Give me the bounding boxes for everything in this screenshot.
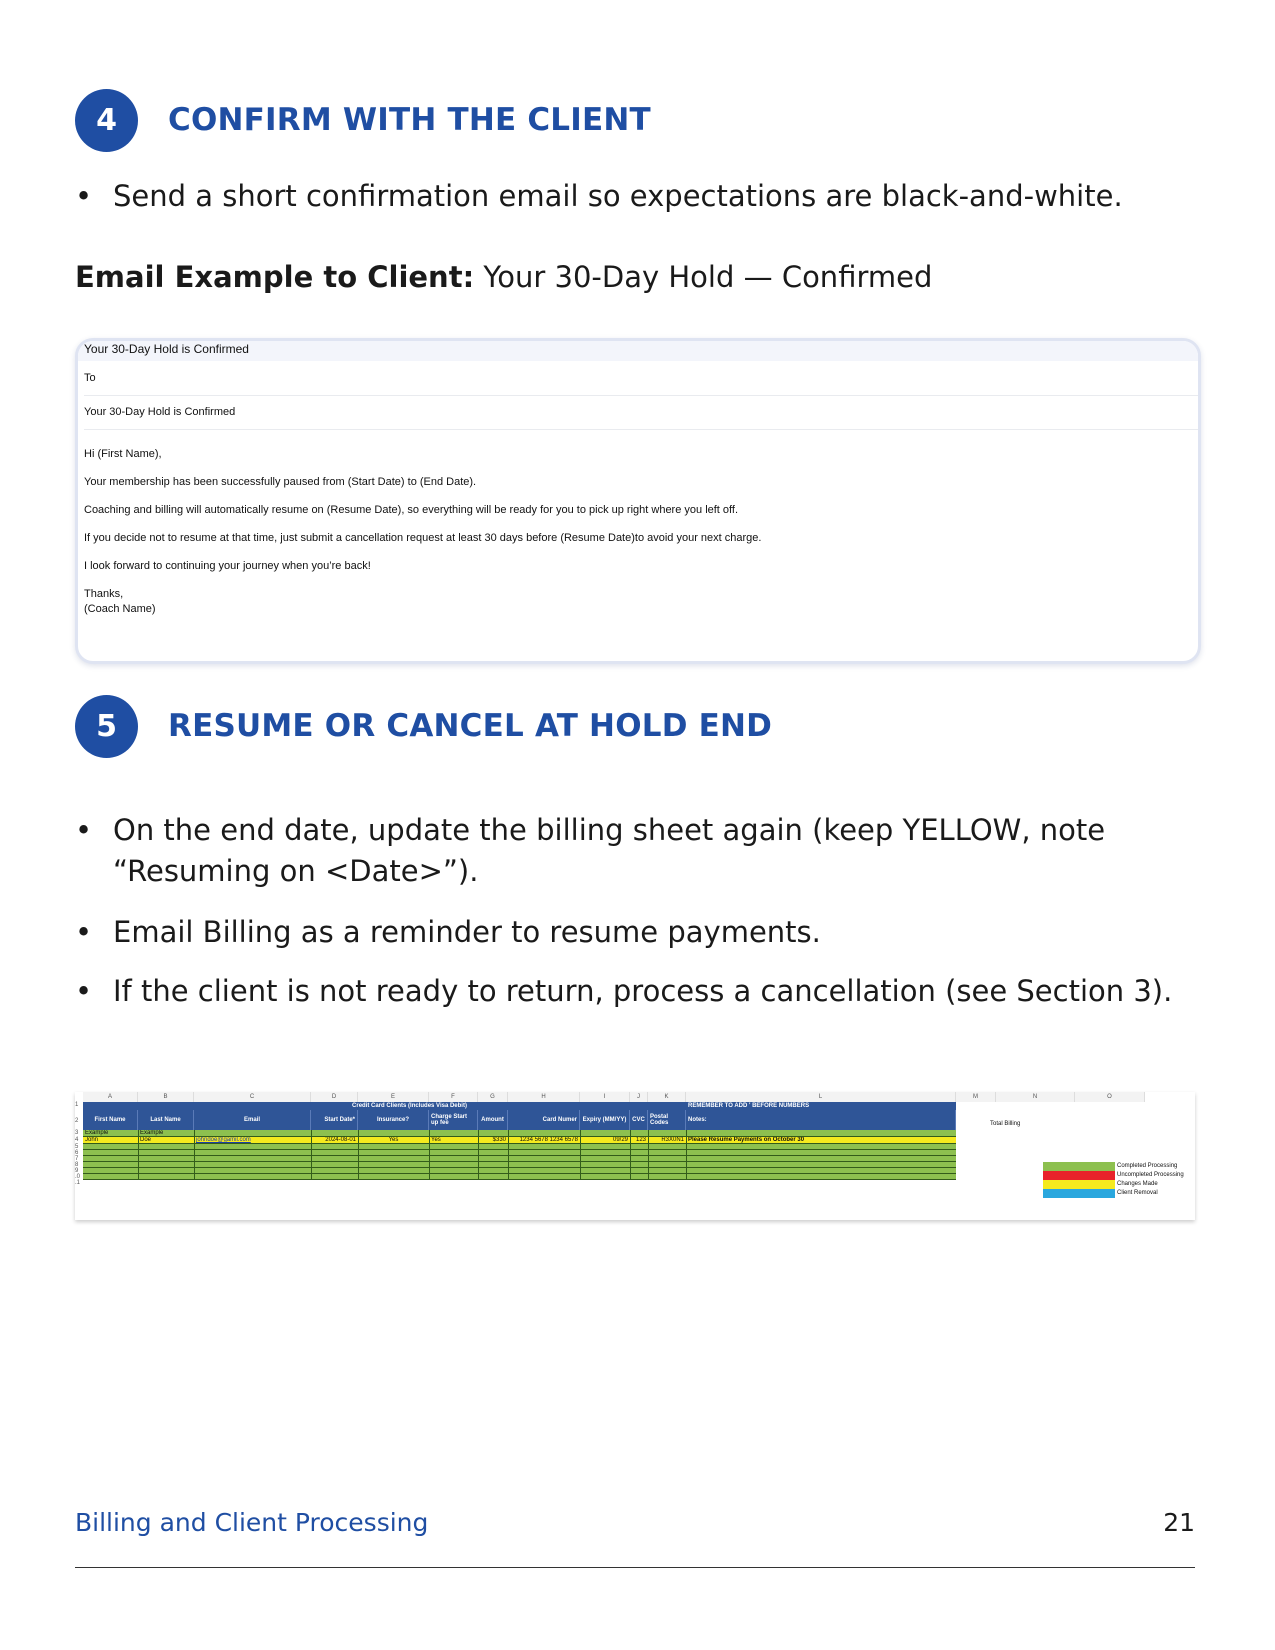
row-number: 3	[75, 1130, 79, 1136]
column-header: First Name	[83, 1110, 138, 1130]
email-subject-field: Your 30-Day Hold is Confirmed	[84, 395, 1198, 430]
column-letter: E	[358, 1092, 429, 1102]
step-number-badge: 4	[75, 89, 138, 152]
client-cell: 2024-08-01	[325, 1137, 356, 1143]
row-number: 7	[75, 1156, 79, 1162]
column-header: Insurance?	[358, 1110, 429, 1130]
client-cell: R3X0N1	[661, 1137, 684, 1143]
row-number: 6	[75, 1150, 79, 1156]
section-4-bullets	[75, 176, 1205, 217]
column-letter: C	[194, 1092, 311, 1102]
column-header: Notes:	[686, 1110, 956, 1130]
section-5-bullets	[75, 810, 1205, 1012]
client-cell: 1234 5678 1234 6578	[519, 1137, 578, 1143]
client-cell: John	[85, 1137, 99, 1143]
column-letter: B	[138, 1092, 194, 1102]
email-paragraph: Your membership has been successfully paused from (Start Date) to (End Date).	[84, 476, 477, 488]
email-signoff: Thanks,	[84, 588, 124, 600]
client-cell: Please Resume Payments on October 30	[688, 1137, 805, 1143]
row-number: 9	[75, 1168, 79, 1174]
bullet-item: • On the end date, update the billing sheet again (keep YELLOW, note “Resuming on <Date>”).	[75, 810, 1205, 892]
column-letter: M	[956, 1092, 996, 1102]
column-letter: H	[508, 1092, 580, 1102]
email-signature: (Coach Name)	[84, 603, 156, 615]
row-number: 8	[75, 1162, 79, 1168]
client-cell: johndoe@gamil.com	[196, 1137, 251, 1143]
column-letter: I	[580, 1092, 630, 1102]
example-row-bg	[83, 1130, 956, 1137]
email-screenshot	[75, 338, 1201, 664]
row-number: .0	[75, 1174, 81, 1180]
column-header: Card Numer	[508, 1110, 580, 1130]
column-header: Last Name	[138, 1110, 194, 1130]
email-paragraph: I look forward to continuing your journey when you’re back!	[84, 560, 371, 572]
legend-label: Client Removal	[1117, 1190, 1158, 1196]
billing-spreadsheet-screenshot	[75, 1092, 1195, 1220]
legend-label: Uncompleted Processing	[1117, 1172, 1184, 1178]
column-header: Charge Start up fee	[429, 1110, 478, 1130]
email-paragraph: If you decide not to resume at that time, just submit a cancellation request at least 30 days before (Resume Date)to avoid your next charge.	[84, 532, 762, 544]
example-cell: Example	[85, 1130, 109, 1136]
footer-title: Billing and Client Processing	[75, 1508, 429, 1537]
page-number: 21	[1163, 1508, 1195, 1537]
email-greeting: Hi (First Name),	[84, 448, 162, 460]
legend-label: Changes Made	[1117, 1181, 1158, 1187]
column-letter: D	[311, 1092, 358, 1102]
sheet-banner-title: Credit Card Clients (Includes Visa Debit)	[352, 1103, 467, 1109]
section-5-heading	[75, 694, 772, 758]
column-header: Postal Codes	[648, 1110, 686, 1130]
bullet-item: • Send a short confirmation email so expectations are black-and-white.	[75, 176, 1205, 217]
email-to-field: To	[84, 361, 1198, 396]
email-window-subject: Your 30-Day Hold is Confirmed	[78, 338, 1198, 361]
client-cell: $330	[492, 1137, 506, 1143]
legend-swatch	[1043, 1162, 1115, 1171]
column-letter: O	[1075, 1092, 1145, 1102]
legend-swatch	[1043, 1180, 1115, 1189]
email-example-label: Email Example to Client:	[75, 260, 475, 294]
sheet-banner-note: REMEMBER TO ADD ' BEFORE NUMBERS	[688, 1103, 810, 1109]
column-header: Start Date*	[311, 1110, 358, 1130]
legend-label: Completed Processing	[1117, 1163, 1178, 1169]
column-letter: G	[478, 1092, 508, 1102]
section-title: CONFIRM WITH THE CLIENT	[168, 102, 651, 138]
column-letter: F	[429, 1092, 478, 1102]
email-body	[84, 447, 1184, 617]
section-4-heading	[75, 88, 651, 152]
bullet-item: • If the client is not ready to return, process a cancellation (see Section 3).	[75, 971, 1205, 1012]
column-header: CVC	[630, 1110, 648, 1130]
column-letter: K	[648, 1092, 686, 1102]
legend-swatch	[1043, 1171, 1115, 1180]
column-letter: N	[996, 1092, 1075, 1102]
column-header: Email	[194, 1110, 311, 1130]
column-letter: A	[83, 1092, 138, 1102]
email-example-heading	[75, 260, 932, 294]
client-cell: Doe	[140, 1137, 152, 1143]
legend-swatch	[1043, 1189, 1115, 1198]
client-cell: 09/29	[612, 1137, 628, 1143]
column-letter: J	[630, 1092, 648, 1102]
row-number: 4	[75, 1137, 79, 1143]
row-number: 2	[75, 1118, 79, 1124]
footer-divider	[75, 1567, 1195, 1568]
section-title: RESUME OR CANCEL AT HOLD END	[168, 708, 773, 744]
row-number: 5	[75, 1144, 79, 1150]
bullet-item: • Email Billing as a reminder to resume payments.	[75, 912, 1205, 953]
email-example-subject: Your 30-Day Hold — Confirmed	[483, 260, 933, 294]
example-cell: Example	[140, 1130, 164, 1136]
total-billing-label: Total Billing	[990, 1121, 1021, 1127]
client-cell: 123	[635, 1137, 646, 1143]
row-number: .1	[75, 1180, 81, 1186]
email-paragraph: Coaching and billing will automatically resume on (Resume Date), so everything will be ready for you to pick up right where you left off.	[84, 504, 739, 516]
email-signature-block	[84, 587, 1184, 617]
column-header: Expiry (MM/YY)	[580, 1110, 630, 1130]
row-number: 1	[75, 1102, 79, 1108]
client-cell: Yes	[431, 1137, 441, 1143]
client-cell: Yes	[388, 1137, 399, 1143]
step-number-badge: 5	[75, 695, 138, 758]
column-header: Amount	[478, 1110, 508, 1130]
empty-row-bg	[83, 1174, 956, 1180]
column-letter: L	[686, 1092, 956, 1102]
